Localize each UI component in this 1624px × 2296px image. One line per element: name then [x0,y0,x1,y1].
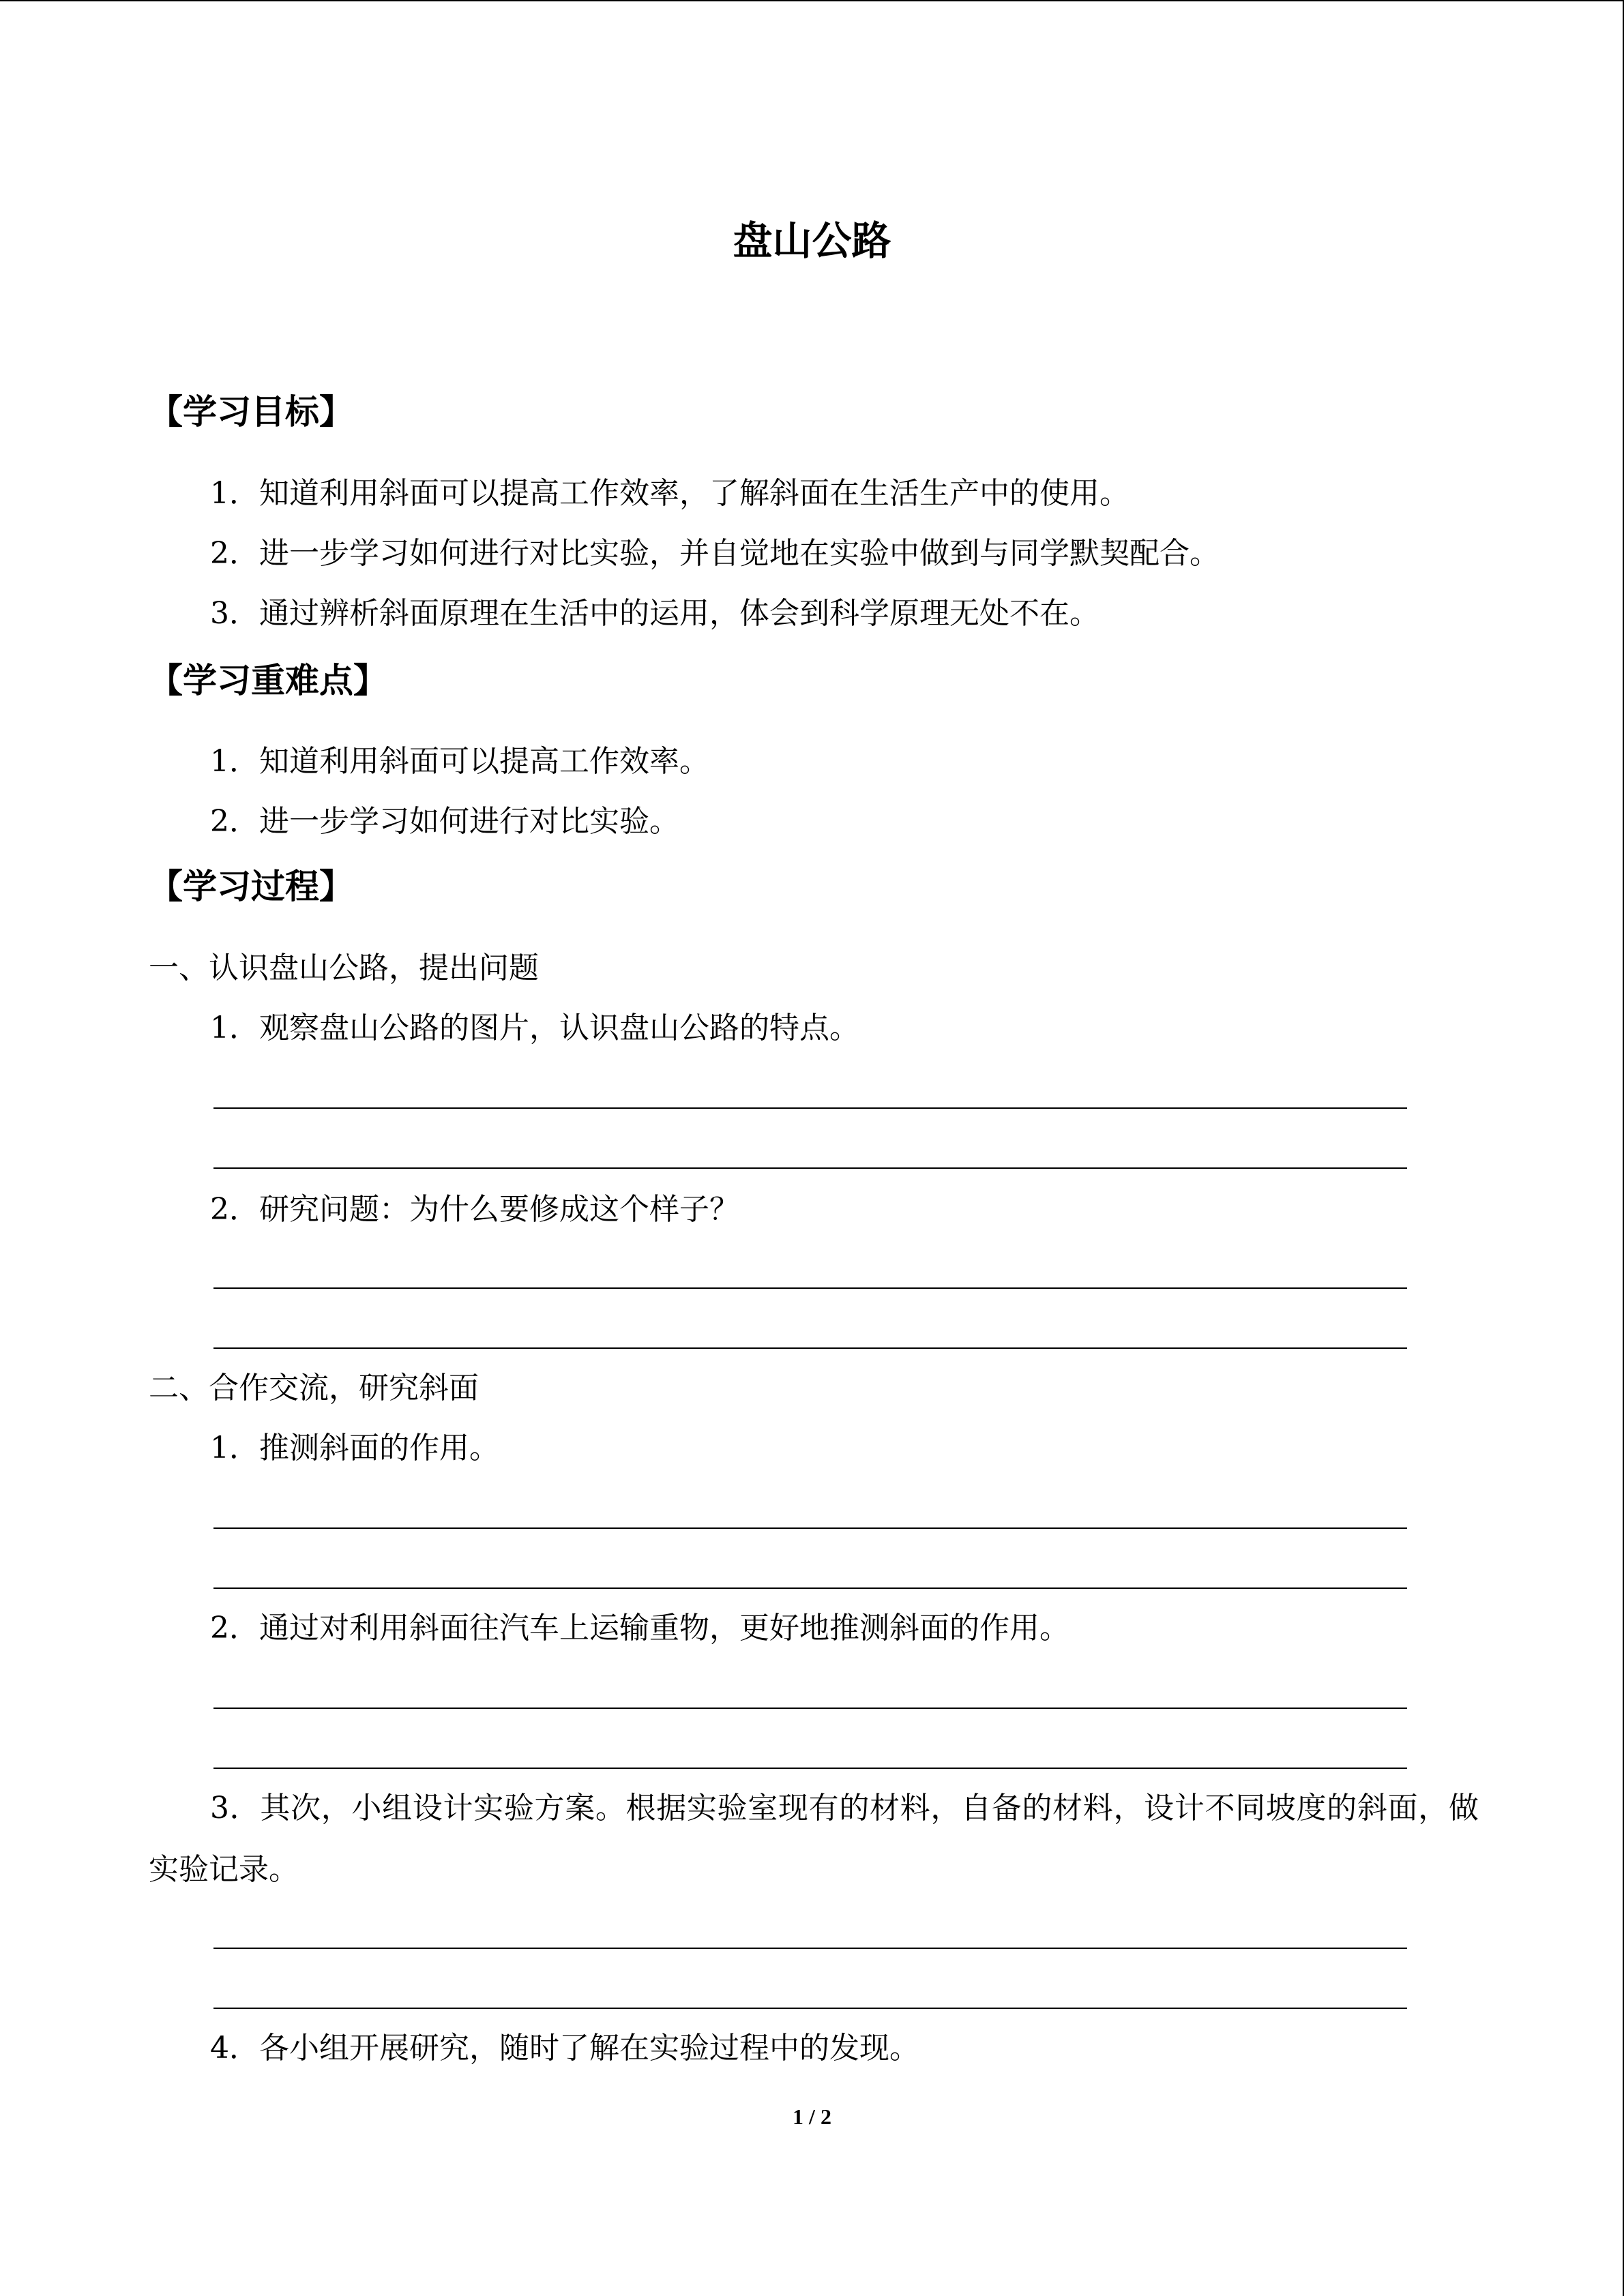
answer-line [213,1167,1407,1169]
page-title: 盘山公路 [733,218,891,264]
answer-line [213,1587,1407,1589]
heading-key-points: 【学习重难点】 [149,661,387,700]
section-1-item-1: 1．观察盘山公路的图片，认识盘山公路的特点。 [210,1011,859,1045]
answer-line [213,1768,1407,1769]
answer-line [213,1948,1407,1949]
objective-item-2: 2．进一步学习如何进行对比实验，并自觉地在实验中做到与同学默契配合。 [210,536,1220,571]
answer-line [213,1107,1407,1109]
heading-learning-objectives: 【学习目标】 [149,392,353,432]
section-2-title: 二、合作交流，研究斜面 [149,1371,479,1405]
section-2-item-1: 1．推测斜面的作用。 [210,1431,499,1465]
objective-item-3: 3．通过辨析斜面原理在生活中的运用，体会到科学原理无处不在。 [210,596,1099,631]
section-1-item-2: 2．研究问题：为什么要修成这个样子？ [210,1192,739,1227]
objective-item-1: 1．知道利用斜面可以提高工作效率，了解斜面在生活生产中的使用。 [210,476,1130,511]
section-2-item-4: 4．各小组开展研究，随时了解在实验过程中的发现。 [210,2031,919,2066]
section-2-item-2: 2．通过对利用斜面往汽车上运输重物，更好地推测斜面的作用。 [210,1611,1069,1645]
page-number: 1 / 2 [793,2104,831,2129]
answer-line [213,1287,1407,1289]
answer-line [213,1527,1407,1529]
answer-line [213,1347,1407,1349]
heading-learning-process: 【学习过程】 [149,867,353,906]
section-1-title: 一、认识盘山公路，提出问题 [149,951,539,985]
key-point-item-1: 1．知道利用斜面可以提高工作效率。 [210,744,709,779]
answer-line [213,2008,1407,2009]
section-2-item-3: 3．其次，小组设计实验方案。根据实验室现有的材料，自备的材料，设计不同坡度的斜面，做实验记录。 [149,1791,1479,1887]
answer-line [213,1708,1407,1709]
key-point-item-2: 2．进一步学习如何进行对比实验。 [210,804,679,839]
